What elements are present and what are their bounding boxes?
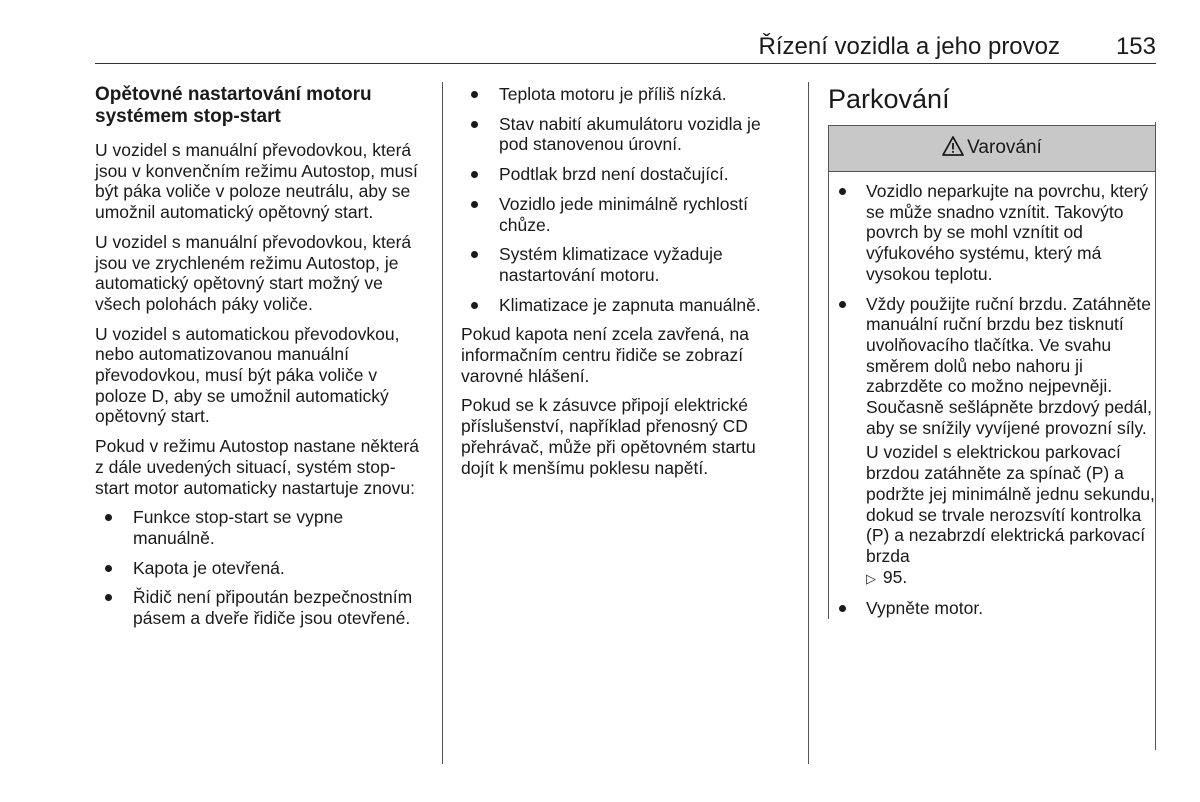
bullet-icon <box>471 201 478 208</box>
paragraph: U vozidel s manuální převodovkou, která jsou ve zrychleném režimu Autostop, je automatický opětovný start možný ve všech polohách páky voliče. <box>95 231 412 314</box>
bullet-icon <box>839 605 846 612</box>
column-divider-2 <box>808 82 809 764</box>
warning-triangle-icon <box>942 136 964 162</box>
list-item: Kapota je otevřená. <box>95 558 425 579</box>
column-2 <box>461 84 791 487</box>
list-item: Teplota motoru je příliš nízká. <box>461 84 791 105</box>
page-number: 153 <box>1115 33 1156 60</box>
parking-brake-symbol: (P) <box>1085 463 1110 484</box>
bullet-icon <box>471 121 478 128</box>
warning-body <box>829 172 1155 619</box>
bullet-icon <box>471 171 478 178</box>
bullet-list <box>95 507 425 629</box>
warning-box-right-edge <box>1155 122 1156 750</box>
paragraph: Pokud v režimu Autostop nastane některá z dále uvedených situací, systém stop-start motor automaticky nastartuje znovu: <box>95 436 419 498</box>
warning-box <box>828 125 1156 619</box>
list-item: Vozidlo neparkujte na povrchu, který se může snadno vznítit. Takovýto povrch by se mohl vznítit od výfukového systému, který má vysokou teplotu. <box>837 181 1155 285</box>
paragraph: Pokud se k zásuvce připojí elektrické příslušenství, například přenosný CD přehrávač, může při opětovném startu dojít k menšímu poklesu napětí. <box>461 395 756 478</box>
running-header-title: Řízení vozidla a jeho provoz <box>758 33 1060 60</box>
section-title-parking: Parkování <box>828 84 950 114</box>
bullet-list <box>837 181 1155 619</box>
list-item: Řidič není připoután bezpečnostním pásem a dveře řidiče jsou otevřené. <box>95 587 425 628</box>
bullet-icon <box>471 91 478 98</box>
bullet-icon <box>105 565 112 572</box>
parking-brake-symbol: (P) <box>866 525 890 546</box>
column-divider-1 <box>442 82 443 764</box>
header-rule <box>95 63 1156 64</box>
bullet-list <box>461 84 791 315</box>
list-item: Vypněte motor. <box>837 598 1155 619</box>
list-item: Vždy použijte ruční brzdu. Zatáhněte manuální ruční brzdu bez tisknutí uvolňovacího tlačítka. Ve svahu směrem dolů nebo nahoru ji zabrzděte co možno nejpevněji. Současně sešlápněte brzdový pedál, aby se snížily vyvíjené provozní síly. U vozidel s elektrickou parkovací brzdou zatáhněte za spínač (P) a podržte jej minimálně jednu sekundu, dokud se trvale nerozsvítí kontrolka (P) a nezabrzdí elektrická parkovací brzda ▷ 95. <box>837 294 1155 590</box>
list-item: Podtlak brzd není dostačující. <box>461 164 791 185</box>
paragraph: U vozidel s elektrickou parkovací brzdou zatáhněte za spínač (P) a podržte jej minimálně jednu sekundu, dokud se trvale nerozsvítí kontrolka (P) a nezabrzdí elektrická parkovací brzda ▷ 95. <box>866 442 1155 589</box>
warning-header <box>829 126 1155 172</box>
bullet-icon <box>839 301 846 308</box>
bullet-icon <box>839 188 846 195</box>
list-item: Vozidlo jede minimálně rychlostí chůze. <box>461 194 791 235</box>
bullet-icon <box>471 251 478 258</box>
page-reference-arrow-icon: ▷ <box>866 570 876 586</box>
bullet-icon <box>105 594 112 601</box>
warning-label: Varování <box>967 137 1042 159</box>
paragraph: U vozidel s manuální převodovkou, která jsou v konvenčním režimu Autostop, musí být páka voliče v poloze neutrálu, aby se umožnil automatický opětovný start. <box>95 140 418 223</box>
list-item: Klimatizace je zapnuta manuálně. <box>461 295 791 316</box>
bullet-icon <box>105 514 112 521</box>
paragraph: U vozidel s automatickou převodovkou, nebo automatizovanou manuální převodovkou, musí být páka voliče v poloze D, aby se umožnil automatický opětovný start. <box>95 323 400 427</box>
list-item: Funkce stop-start se vypne manuálně. <box>95 507 425 548</box>
column-3 <box>828 84 1156 628</box>
list-item: Systém klimatizace vyžaduje nastartování motoru. <box>461 244 791 285</box>
bullet-icon <box>471 302 478 309</box>
page-reference[interactable]: 95. <box>882 566 908 587</box>
list-item: Stav nabití akumulátoru vozidla je pod stanovenou úrovní. <box>461 114 791 155</box>
paragraph: Pokud kapota není zcela zavřená, na informačním centru řidiče se zobrazí varovné hlášení. <box>461 324 749 386</box>
column-1 <box>95 84 425 638</box>
section-heading-stop-start: Opětovné nastartování motoru systémem stop-start <box>95 84 372 127</box>
